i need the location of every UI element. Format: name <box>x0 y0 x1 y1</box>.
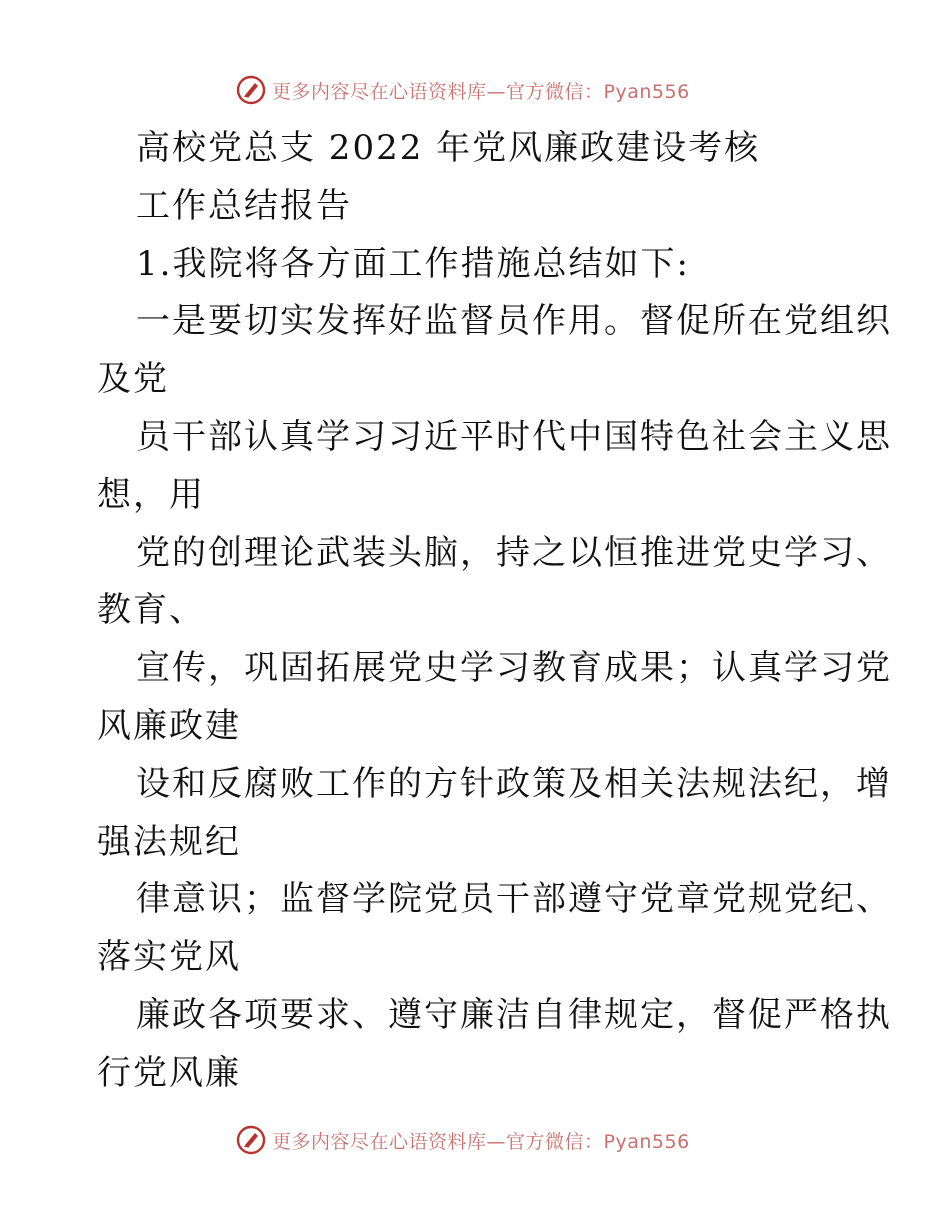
document-line: 工作总结报告 <box>136 185 352 226</box>
document-line: 教育、 <box>97 590 205 631</box>
brand-logo-icon <box>236 1125 266 1155</box>
document-line: 设和反腐败工作的方针政策及相关法规法纪，增 <box>136 763 892 804</box>
footer-watermark <box>236 1122 690 1158</box>
brand-logo-icon <box>236 75 266 105</box>
watermark-text: 更多内容尽在心语资料库—官方微信：Pyan556 <box>272 80 690 103</box>
document-line: 廉政各项要求、遵守廉洁自律规定，督促严格执 <box>136 994 892 1035</box>
document-line: 及党 <box>97 359 169 400</box>
document-body <box>0 120 950 1103</box>
document-line: 宣传，巩固拓展党史学习教育成果；认真学习党 <box>136 648 892 689</box>
document-line: 1.我院将各方面工作措施总结如下: <box>136 243 690 284</box>
document-line: 风廉政建 <box>97 705 241 746</box>
document-line: 党的创理论武装头脑，持之以恒推进党史学习、 <box>136 532 892 573</box>
document-line: 一是要切实发挥好监督员作用。督促所在党组织 <box>136 301 892 342</box>
document-line: 强法规纪 <box>97 821 241 862</box>
document-line: 落实党风 <box>97 937 241 978</box>
header-watermark <box>236 72 690 108</box>
document-line: 行党风廉 <box>97 1052 241 1093</box>
document-line: 想，用 <box>97 474 205 515</box>
document-line: 员干部认真学习习近平时代中国特色社会主义思 <box>136 416 892 457</box>
document-line: 高校党总支 2022 年党风廉政建设考核 <box>136 128 761 168</box>
watermark-text: 更多内容尽在心语资料库—官方微信：Pyan556 <box>272 1130 690 1153</box>
document-line: 律意识；监督学院党员干部遵守党章党规党纪、 <box>136 879 892 920</box>
